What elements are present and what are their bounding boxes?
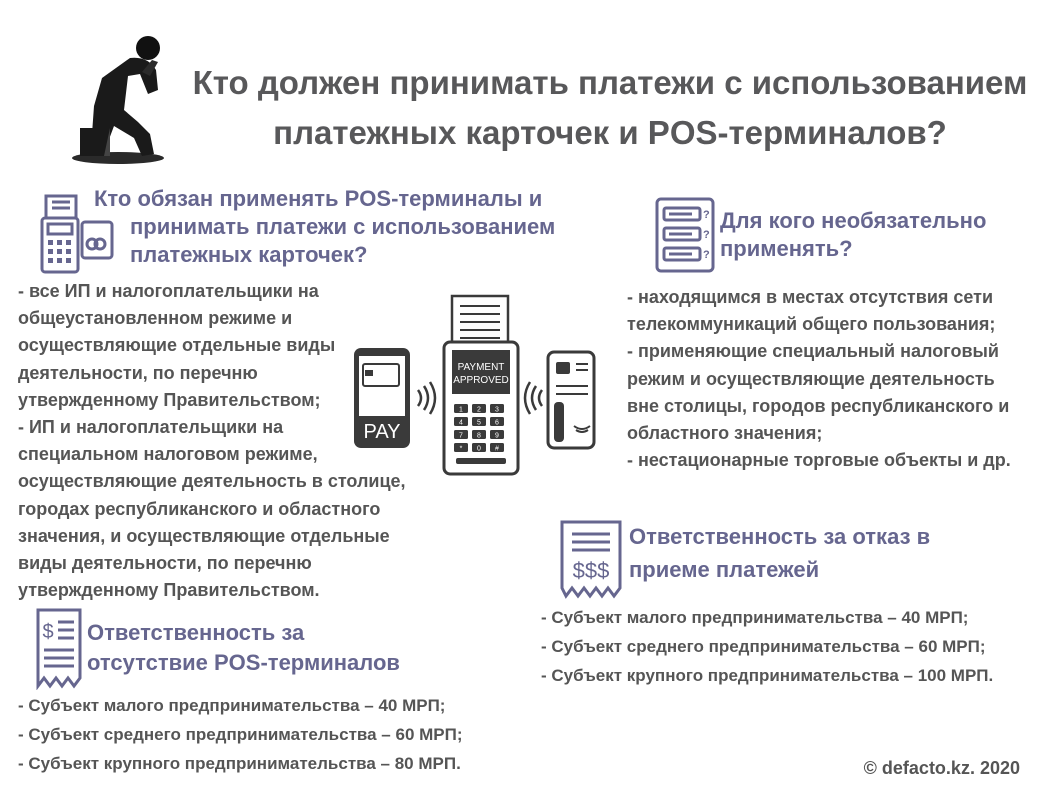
list-item: телекоммуникаций общего пользования;: [627, 314, 996, 335]
section-absence-heading-1: Ответственность за: [87, 620, 305, 645]
phone-pay-label: PAY: [363, 421, 401, 443]
list-item: режим и осуществляющие деятельность: [627, 368, 995, 389]
list-item: вне столицы, городов республиканского и: [627, 395, 1010, 416]
keypad-key-label: 2: [477, 406, 481, 414]
list-item: осуществляющие деятельность в столице,: [18, 471, 406, 492]
list-item: - Субъект крупного предпринимательства – 80 МРП.: [18, 754, 461, 773]
keypad-key-label: 8: [477, 432, 481, 440]
section-obliged-heading-2: принимать платежи с использованием: [130, 214, 556, 239]
list-item: утвержденному Правительством;: [18, 389, 321, 410]
list-item: - нестационарные торговые объекты и др.: [627, 450, 1011, 471]
page-title: Кто должен принимать платежи с использованием платежных карточек и POS-терминалов?: [192, 64, 1028, 151]
section-obliged-list: [18, 278, 406, 604]
contactless-card-icon: [548, 352, 594, 448]
svg-text:$$$: $$$: [572, 558, 610, 583]
keypad-key-label: 0: [477, 445, 481, 453]
keypad-key-label: 4: [459, 419, 463, 427]
smartphone-pay-icon: [354, 348, 410, 448]
keypad-key-label: #: [495, 445, 499, 453]
list-item: виды деятельности, по перечню: [18, 553, 312, 574]
receipt-dollar-icon: [34, 606, 84, 690]
svg-text:?: ?: [703, 209, 710, 221]
list-item: - Субъект малого предпринимательства – 40 МРП;: [541, 608, 969, 627]
copyright: © defacto.kz. 2020: [863, 758, 1020, 778]
list-item: специальном налоговом режиме,: [18, 444, 318, 465]
pos-terminal-icon: [444, 296, 518, 474]
keypad-key-label: 6: [495, 419, 499, 427]
section-refusal-heading-1: Ответственность за отказ в: [629, 524, 931, 549]
list-item: городах республиканского и областного: [18, 498, 381, 519]
list-item: - Субъект малого предпринимательства – 40 МРП;: [18, 696, 446, 715]
section-refusal-heading-2: приеме платежей: [629, 557, 820, 582]
svg-text:?: ?: [703, 229, 710, 241]
list-item: утвержденному Правительством.: [18, 580, 320, 601]
list-item: областного значения;: [627, 423, 823, 444]
section-optional-heading-1: Для кого необязательно: [720, 208, 987, 233]
section-absence-heading-2: отсутствие POS-терминалов: [87, 650, 400, 675]
list-item: - применяющие специальный налоговый: [627, 341, 999, 362]
list-item: - Субъект среднего предпринимательства – 60 МРП;: [541, 637, 986, 656]
section-absence-list: [18, 691, 463, 778]
list-item: общеустановленном режиме и: [18, 308, 293, 329]
question-list-icon: [654, 196, 716, 274]
terminal-screen-line1: PAYMENT: [457, 362, 505, 373]
keypad-key-label: 9: [495, 432, 499, 440]
section-obliged-heading-1: Кто обязан применять POS-терминалы и: [94, 186, 543, 211]
svg-text:?: ?: [703, 249, 710, 261]
keypad-key-label: 7: [459, 432, 463, 440]
keypad-key-label: 3: [495, 406, 499, 414]
invoice-dollar-icon: [556, 518, 626, 600]
keypad-key-label: *: [459, 445, 463, 453]
list-item: - все ИП и налогоплательщики на: [18, 281, 319, 301]
section-refusal-list: [541, 603, 993, 690]
keypad-key-label: 1: [459, 406, 463, 414]
list-item: осуществляющие отдельные виды: [18, 335, 336, 356]
terminal-screen-line2: APPROVED: [453, 375, 509, 386]
list-item: значения, и осуществляющие отдельные: [18, 525, 390, 546]
payment-illustration: [350, 290, 600, 480]
list-item: деятельности, по перечню: [18, 362, 258, 383]
list-item: - находящимся в местах отсутствия сети: [627, 287, 994, 307]
keypad-key-label: 5: [477, 419, 481, 427]
section-obliged-heading-3: платежных карточек?: [130, 242, 368, 267]
svg-text:$: $: [42, 621, 54, 643]
terminal-base-bar: [456, 458, 506, 464]
section-optional-heading-2: применять?: [720, 236, 853, 261]
thinker-figure: [68, 30, 168, 165]
section-optional-list: [627, 284, 1011, 474]
list-item: - ИП и налогоплательщики на: [18, 417, 284, 438]
list-item: - Субъект среднего предпринимательства – 60 МРП;: [18, 725, 463, 744]
list-item: - Субъект крупного предпринимательства – 100 МРП.: [541, 666, 994, 685]
